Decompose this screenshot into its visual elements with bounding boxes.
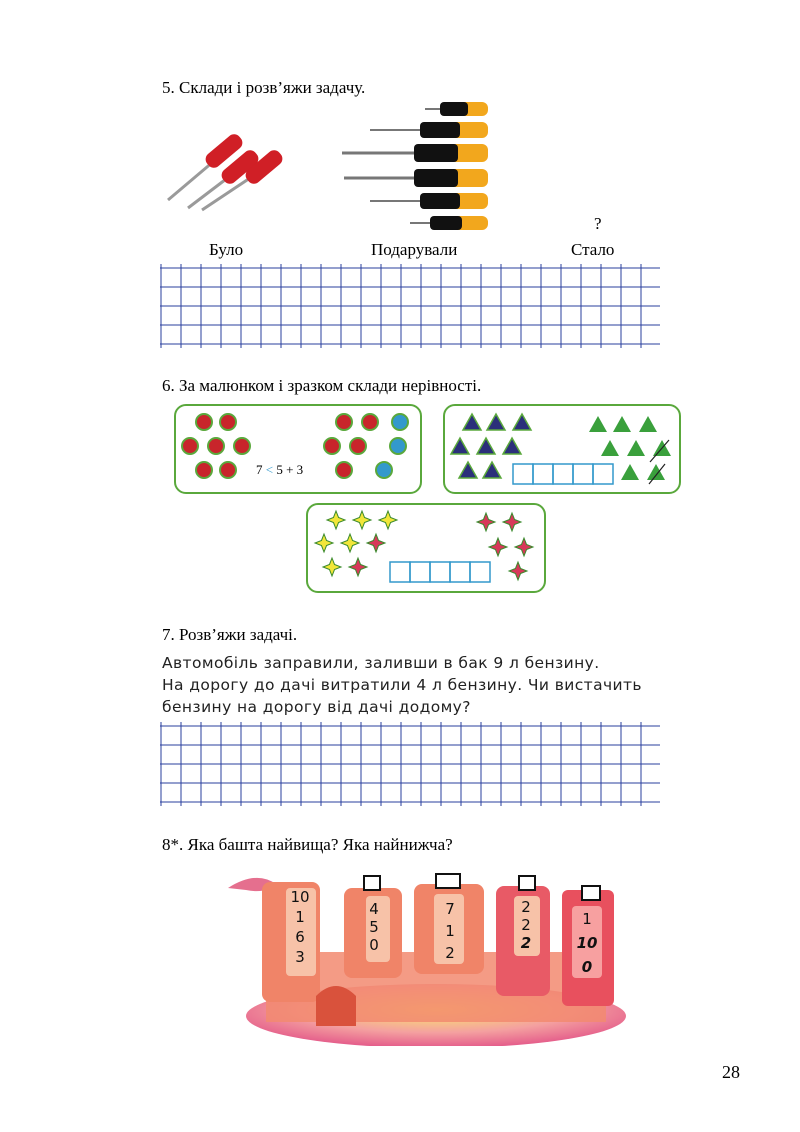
screwdriver-icon [410,216,488,230]
tower-4-number: 2 [520,934,532,952]
castle-illustration [226,866,630,1046]
answer-grid-task7[interactable] [160,722,660,806]
triangles-frame [443,404,681,494]
label-bulo: Було [209,240,244,259]
label-podaruvaly: Подарували [371,240,458,259]
answer-boxes-triangles [513,464,613,484]
tower-5-number: 1 [582,910,592,928]
question-mark: ? [594,214,602,233]
triangle-group-right [589,416,671,480]
tower-1-number: 10 [290,888,310,906]
star-icon [379,511,397,529]
answer-grid-task5[interactable] [160,264,660,348]
star-icon [489,538,507,556]
screwdriver-icon [370,193,488,209]
star-icon [477,513,495,531]
task-6-title: 6. За малюнком і зразком склади нерівності. [162,376,482,395]
answer-boxes-stars [390,562,490,582]
tower-2-number: 5 [369,918,379,936]
star-icon [323,558,341,576]
stars-frame [306,503,546,593]
screwdriver-icon [344,169,488,187]
screwdriver-icon [342,144,488,162]
tower-5-window [582,886,600,900]
star-icon [353,511,371,529]
red-screwdrivers-image [158,118,298,213]
tower-3-number: 2 [445,944,455,962]
star-icon [509,562,527,580]
circle-group-left [182,414,250,478]
triangle-group-left [451,414,531,478]
tower-5-number: 10 [576,934,598,952]
tower-1-number: 6 [295,928,305,946]
castle-gate [316,986,356,1026]
tower-4-window [519,876,535,890]
circles-frame [174,404,422,494]
tower-2-number: 0 [369,936,379,954]
tower-3-window [436,874,460,888]
circle-group-right [324,414,408,478]
star-icon [367,534,385,552]
tower-2-window [364,876,380,890]
problem-line: бензину на дорогу від дачі додому? [162,698,471,716]
star-icon [515,538,533,556]
problem-line: На дорогу до дачі витратили 4 л бензину. Чи вистачить [162,676,642,694]
page-number: 28 [722,1062,740,1082]
tower-3-number: 7 [445,900,455,918]
tower-4-number: 2 [521,916,531,934]
task-7-title: 7. Розв’яжи задачі. [162,625,298,644]
tower-5-number: 0 [581,958,593,976]
label-stalo: Стало [571,240,615,259]
tower-2-number: 4 [369,900,379,918]
star-icon [349,558,367,576]
problem-text [162,652,662,718]
screwdriver-icon [425,102,488,116]
tower-3-number: 1 [445,922,455,940]
problem-line: Автомобіль заправили, заливши в бак 9 л бензину. [162,654,600,672]
star-icon [327,511,345,529]
tower-4-number: 2 [521,898,531,916]
screwdriver-icon [370,122,488,138]
task-8-title: 8*. Яка башта найвища? Яка найнижча? [162,835,453,854]
tower-1-number: 1 [295,908,305,926]
task-5-title: 5. Склади і розв’яжи задачу. [162,78,366,97]
tower-1-number: 3 [295,948,305,966]
star-icon [341,534,359,552]
star-icon [315,534,333,552]
example-inequality: 7 < 5 + 3 [256,462,304,477]
star-icon [503,513,521,531]
black-yellow-screwdrivers-image [340,98,500,238]
